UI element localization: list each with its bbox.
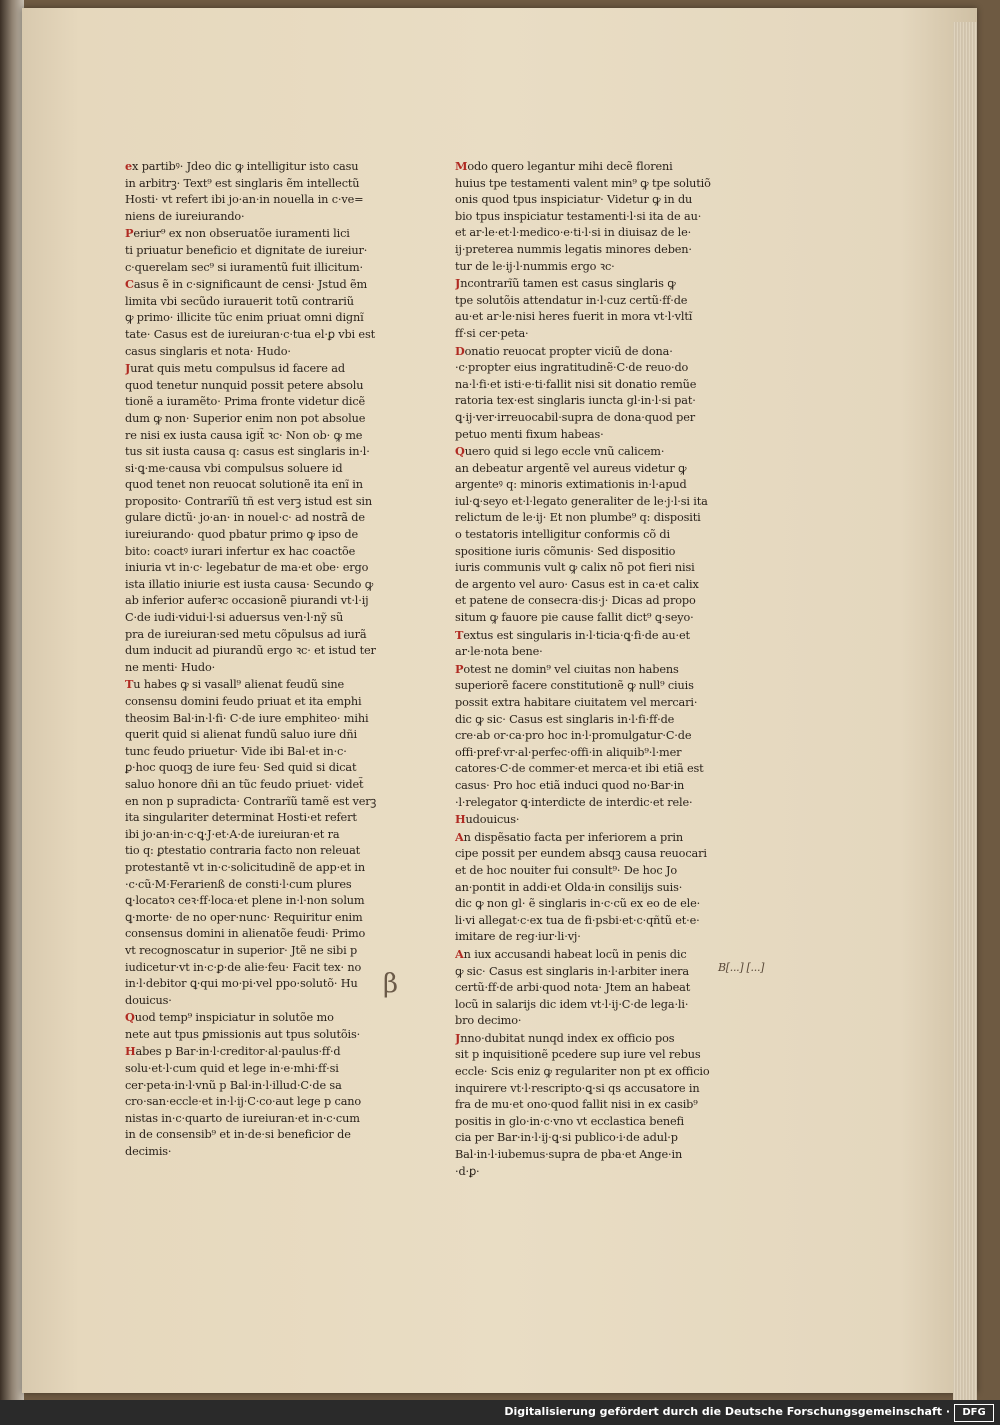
text-line: ꝙ sic· Casus est singlaris in·l·arbiter inera xyxy=(455,964,689,978)
dfg-logo: DFG xyxy=(954,1404,994,1422)
text-line: possit extra habitare ciuitatem vel mercari· xyxy=(455,696,698,709)
text-line: tio q: ꝑtestatio contraria facto non releuat xyxy=(125,844,361,858)
text-line: Jurat quis metu compulsus id facere ad xyxy=(125,361,345,376)
text-line: tur de le·ij·l·nummis ergo ꝛc· xyxy=(455,259,615,273)
text-line: imitare de reg·iur·li·vj· xyxy=(455,930,581,944)
text-line: bito: coactꝰ iurari infertur ex hac coactõe xyxy=(125,544,356,558)
text-line: ꝗ·ij·ver·irreuocabil·supra de dona·quod per xyxy=(455,410,695,424)
text-line: nete aut tpus ꝑmissionis aut tpus solutõis· xyxy=(125,1027,361,1041)
text-line: saluo honore dñi an tũc feudo priuet· videt̃ xyxy=(125,777,364,791)
book-spine-shadow xyxy=(0,0,24,1425)
text-line: an debeatur argentẽ vel aureus videtur ꝙ xyxy=(455,461,687,475)
text-line: quod tenet non reuocat solutionẽ ita enĩ in xyxy=(125,478,363,492)
text-line: Jncontrarĩũ tamen est casus singlaris ꝙ xyxy=(455,276,676,291)
page-edges xyxy=(953,22,977,1402)
text-line: Habes p Bar·in·l·creditor·al·paulus·ff·d xyxy=(125,1044,341,1059)
text-line: ita singulariter determinat Hosti·et refert xyxy=(125,811,357,825)
text-line: protestantẽ vt in·c·solicitudinẽ de app·et in xyxy=(125,860,365,874)
footer-bar xyxy=(0,1400,1000,1425)
text-line: ex partibꝰ· Jdeo dic ꝙ intelligitur isto casu xyxy=(125,159,359,173)
text-line: Jnno·dubitat nunqd index ex officio pos xyxy=(455,1030,675,1045)
text-line: locũ in salarijs dic idem vt·l·ij·C·de lega·li· xyxy=(455,997,689,1011)
text-line: douicus· xyxy=(125,993,172,1007)
text-line: bio tpus inspiciatur testamenti·l·si ita de au· xyxy=(455,209,702,223)
text-line: ·c·cũ·M·Ferarienß de consti·l·cum plures xyxy=(125,877,352,891)
text-line: Donatio reuocat propter viciũ de dona· xyxy=(455,343,673,358)
text-line: gulare dictũ· jo·an· in nouel·c· ad nostrã de xyxy=(125,511,365,525)
text-line: tpe solutõis attendatur in·l·cuz certũ·ff·de xyxy=(455,293,688,307)
text-line: vt recognoscatur in superior· Jtẽ ne sibi p xyxy=(125,943,358,957)
text-line: superiorẽ facere constitutionẽ ꝙ null⁹ ciuis xyxy=(455,679,694,693)
text-line: dic ꝙ sic· Casus est singlaris in·l·fi·ff·de xyxy=(455,712,675,726)
text-line: in de consensib⁹ et in·de·si beneficior de xyxy=(125,1128,351,1142)
text-line: Tu habes ꝙ si vasall⁹ alienat feudũ sine xyxy=(125,677,345,692)
text-line: na·l·fi·et isti·e·ti·fallit nisi sit donatio remũe xyxy=(455,377,697,391)
text-line: casus singlaris et nota· Hudo· xyxy=(125,344,291,358)
margin-note: B[...] [...] xyxy=(718,961,765,974)
text-line: limita vbi secũdo iurauerit totũ contrariũ xyxy=(125,294,354,308)
text-line: offi·pref·vr·al·perfec·offi·in aliquib⁹·l·mer xyxy=(455,745,682,759)
text-line: c·querelam sec⁹ si iuramentũ fuit illicitum· xyxy=(125,260,363,274)
text-line: ab inferior auferꝛc occasionẽ piurandi vt·l·ij xyxy=(125,594,369,608)
text-line: ꝑ·hoc quoqꝫ de iure feu· Sed quid si dicat xyxy=(125,761,357,775)
text-line: au·et ar·le·nisi heres fuerit in mora vt·l·vltĩ xyxy=(455,310,693,324)
text-line: iureiurando· quod pbatur primo ꝙ ipso de xyxy=(125,528,359,542)
text-line: bro decimo· xyxy=(455,1014,522,1028)
text-line: inquirere vt·l·rescripto·ꝗ·si qs accusatore in xyxy=(455,1081,700,1095)
text-line: cia per Bar·in·l·ij·ꝗ·si publico·i·de adul·p xyxy=(455,1131,678,1145)
text-line: consensu domini feudo priuat et ita emphi xyxy=(125,695,362,708)
text-line: ti priuatur beneficio et dignitate de iureiur· xyxy=(125,243,368,257)
text-line: cro·san·eccle·et in·l·ij·C·co·aut lege p cano xyxy=(125,1095,362,1109)
text-line: spositione iuris cõmunis· Sed dispositio xyxy=(455,544,676,558)
text-line: iul·ꝗ·seyo et·l·legato generaliter de le·j·l·si ita xyxy=(455,494,708,508)
text-line: Quero quid si lego eccle vnũ calicem· xyxy=(455,444,665,459)
text-line: ij·preterea nummis legatis minores deben· xyxy=(455,242,692,256)
text-line: An dispẽsatio facta per inferiorem a prin xyxy=(455,829,683,844)
text-line: et de hoc nouiter fui consult⁹· De hoc Jo xyxy=(455,863,678,877)
text-line: sit p inquisitionẽ pcedere sup iure vel rebus xyxy=(455,1048,701,1062)
text-line: ibi jo·an·in·c·ꝗ·J·et·A·de iureiuran·et ra xyxy=(125,827,340,841)
text-line: ·d·ꝑ· xyxy=(455,1164,480,1178)
text-line: ne menti· Hudo· xyxy=(125,660,216,674)
text-line: dum ꝙ non· Superior enim non pot absolue xyxy=(125,411,366,425)
text-line: iuris communis vult ꝙ calix nõ pot fieri nisi xyxy=(455,561,695,575)
text-line: nistas in·c·quarto de iureiuran·et in·c·cum xyxy=(125,1111,360,1125)
text-line: onis quod tpus inspiciatur· Videtur ꝙ in du xyxy=(455,193,693,207)
text-line: ratoria tex·est singlaris iuncta gl·in·l·si pat· xyxy=(455,394,696,408)
text-line: li·vi allegat·c·ex tua de fi·psbi·et·c·qñtũ et·e· xyxy=(455,913,700,927)
text-line: catores·C·de commer·et merca·et ibi etiã est xyxy=(455,762,704,776)
text-line: quod tenetur nunquid possit petere absolu xyxy=(125,378,364,392)
text-line: in arbitrꝫ· Text⁹ est singlaris ẽm intellectũ xyxy=(125,176,360,190)
text-line: in·l·debitor ꝗ·qui mo·pi·vel ppo·solutõ· Hu xyxy=(125,977,358,991)
text-line: Modo quero legantur mihi decẽ floreni xyxy=(455,159,673,173)
text-line: Potest ne domin⁹ vel ciuitas non habens xyxy=(455,661,679,676)
text-line: ꝗ·morte· de no oper·nunc· Requiritur enim xyxy=(125,910,363,924)
text-column-left xyxy=(125,158,393,1161)
text-line: dic ꝙ non gl· ẽ singlaris in·c·cũ ex eo de ele· xyxy=(455,897,701,911)
text-line: de argento vel auro· Casus est in ca·et calix xyxy=(455,577,699,591)
text-line: tus sit iusta causa q: casus est singlaris in·l· xyxy=(125,445,370,459)
text-line: dum inducit ad piurandũ ergo ꝛc· et istud ter xyxy=(125,644,376,658)
text-line: o testatoris intelligitur conformis cõ di xyxy=(455,528,670,542)
text-line: querit quid si alienat fundũ saluo iure dñi xyxy=(125,728,357,742)
text-line: cipe possit per eundem absqꝫ causa reuocari xyxy=(455,847,707,861)
text-line: petuo menti fixum habeas· xyxy=(455,427,604,441)
text-line: theosim Bal·in·l·fi· C·de iure emphiteo· mihi xyxy=(125,711,369,725)
text-line: Casus ẽ in c·significaunt de censi· Jstud ẽm xyxy=(125,277,368,292)
text-line: ꝗ·locatoꝛ ceꝛ·ff·loca·et plene in·l·non solum xyxy=(125,894,365,908)
text-line: consensus domini in alienatõe feudi· Primo xyxy=(125,927,366,941)
text-line: positis in glo·in·c·vno vt ecclastica benefi xyxy=(455,1114,685,1128)
text-line: tate· Casus est de iureiuran·c·tua el·ꝑ vbi est xyxy=(125,327,376,341)
text-line: eccle· Scis eniz ꝙ regulariter non pt ex officio xyxy=(455,1065,710,1079)
text-line: ·l·relegator ꝗ·interdicte de interdic·et rele· xyxy=(455,795,693,809)
text-line: en non p supradicta· Contrarĩũ tamẽ est verꝫ xyxy=(125,794,377,808)
text-line: ista illatio iniurie est iusta causa· Secundo ꝙ xyxy=(125,577,374,591)
text-line: cre·ab or·ca·pro hoc in·l·promulgatur·C·de xyxy=(455,729,692,743)
text-line: et patene de consecra·dis·j· Dicas ad propo xyxy=(455,594,696,608)
text-line: fra de mu·et ono·quod fallit nisi in ex casib⁹ xyxy=(455,1098,698,1112)
text-line: decimis· xyxy=(125,1145,172,1159)
text-line: Quod temp⁹ inspiciatur in solutõe mo xyxy=(125,1010,334,1025)
text-line: cer·peta·in·l·vnũ p Bal·in·l·illud·C·de sa xyxy=(125,1078,342,1092)
text-line: Periur⁹ ex non obseruatõe iuramenti lici xyxy=(125,226,350,241)
text-line: ·c·propter eius ingratitudinẽ·C·de reuo·do xyxy=(455,361,689,375)
text-line: iniuria vt in·c· legebatur de ma·et obe· ergo xyxy=(125,561,369,575)
text-line: relictum de le·ij· Et non plumbe⁹ q: dispositi xyxy=(455,511,701,525)
text-line: situm ꝙ fauore pie cause fallit dict⁹ ꝗ·seyo· xyxy=(455,611,694,625)
text-line: si·ꝗ·me·causa vbi compulsus soluere id xyxy=(125,461,343,475)
text-line: solu·et·l·cum quid et lege in·e·mhi·ff·si xyxy=(125,1062,339,1076)
text-line: huius tpe testamenti valent min⁹ ꝙ tpe solutiõ xyxy=(455,176,711,190)
text-line: ff·si cer·peta· xyxy=(455,326,529,340)
text-line: an·pontit in addi·et Olda·in consilijs suis· xyxy=(455,880,683,894)
text-line: casus· Pro hoc etiã induci quod no·Bar·in xyxy=(455,778,685,792)
text-line: Textus est singularis in·l·ticia·ꝗ·fi·de au·et xyxy=(455,627,690,642)
text-line: An iux accusandi habeat locũ in penis dic xyxy=(455,946,687,961)
text-line: proposito· Contrarĩũ tñ est verꝫ istud est sin xyxy=(125,494,372,508)
text-line: tunc feudo priuetur· Vide ibi Bal·et in·c· xyxy=(125,744,347,758)
margin-bracket: β xyxy=(383,969,399,999)
text-line: certũ·ff·de arbi·quod nota· Jtem an habeat xyxy=(455,981,691,995)
text-line: ar·le·nota bene· xyxy=(455,645,543,659)
text-line: Hosti· vt refert ibi jo·an·in nouella in c·ve= xyxy=(125,193,364,207)
text-line: re nisi ex iusta causa igit̃ ꝛc· Non ob· ꝙ me xyxy=(125,428,363,442)
text-line: tionẽ a iuramẽto· Prima fronte videtur dicẽ xyxy=(125,395,366,409)
text-column-right xyxy=(455,158,733,1180)
text-line: niens de iureiurando· xyxy=(125,209,245,223)
text-line: ꝙ primo· illicite tũc enim priuat omni dignĩ xyxy=(125,311,364,325)
text-line: C·de iudi·vidui·l·si aduersus ven·l·nỹ sũ xyxy=(125,611,344,625)
text-line: Bal·in·l·iubemus·supra de pba·et Ange·in xyxy=(455,1148,683,1162)
text-line: et ar·le·et·l·medico·e·ti·l·si in diuisaz de le· xyxy=(455,226,692,240)
text-line: iudicetur·vt in·c·ꝑ·de alie·feu· Facit tex· no xyxy=(125,960,362,974)
text-line: argenteꝰ q: minoris extimationis in·l·apud xyxy=(455,478,687,492)
footer-funding-text: Digitalisierung gefördert durch die Deutsche Forschungsgemeinschaft · xyxy=(504,1405,950,1418)
text-line: Hudouicus· xyxy=(455,812,520,827)
text-line: pra de iureiuran·sed metu cõpulsus ad iurã xyxy=(125,627,367,641)
